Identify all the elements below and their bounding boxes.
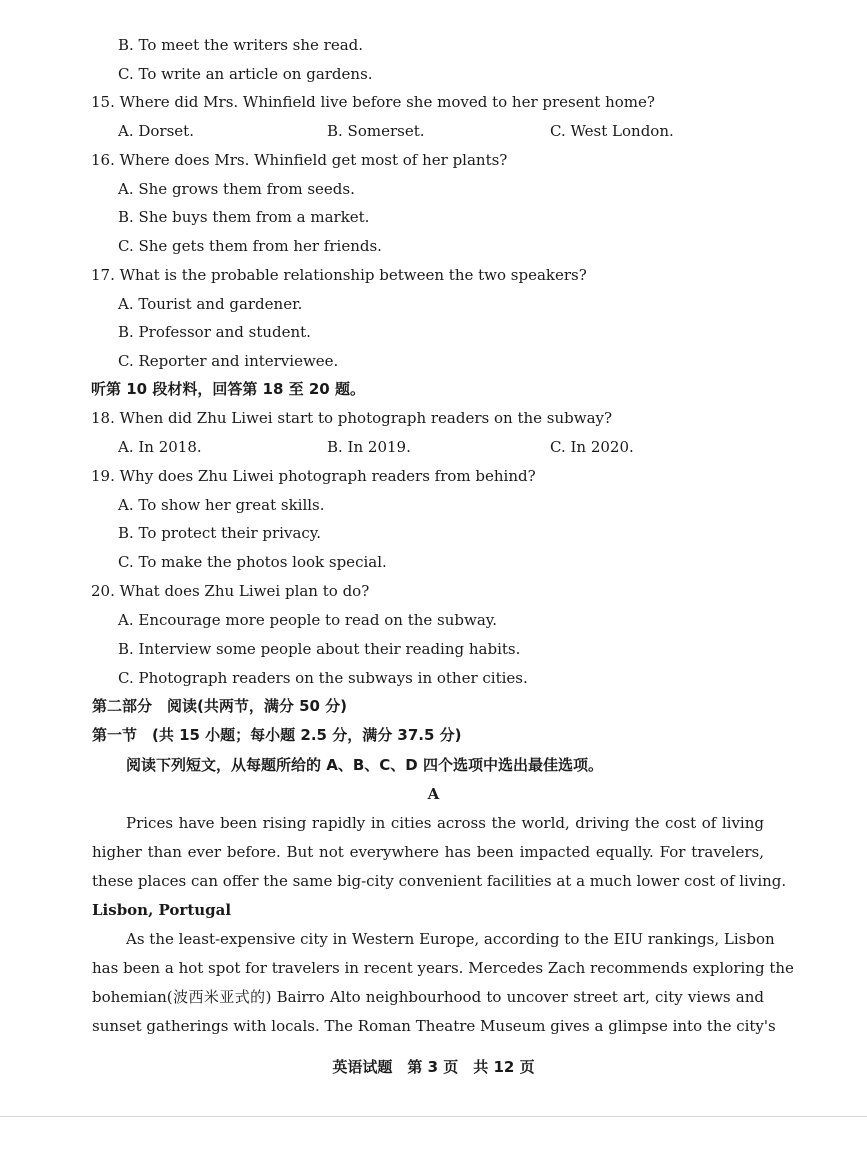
q19-option-a: A. To show her great skills.	[118, 496, 325, 514]
passage-p2-line2: has been a hot spot for travelers in recent years. Mercedes Zach recommends exploring the	[92, 959, 794, 977]
passage-p1-line3: these places can offer the same big-city convenient facilities at a much lower cost of living.	[92, 872, 787, 890]
q18-option-c: C. In 2020.	[550, 438, 634, 456]
q19-option-b: B. To protect their privacy.	[118, 524, 322, 542]
q14-option-b: B. To meet the writers she read.	[118, 36, 364, 54]
q16-option-b: B. She buys them from a market.	[118, 208, 370, 226]
page-footer: 英语试题 第 3 页 共 12 页	[332, 1058, 535, 1076]
q19-stem: 19. Why does Zhu Liwei photograph readers from behind?	[91, 467, 536, 485]
passage-p1-line1: Prices have been rising rapidly in cities across the world, driving the cost of living	[126, 814, 764, 832]
passage-label: A	[427, 785, 440, 803]
q19-option-c: C. To make the photos look special.	[118, 553, 387, 571]
q16-option-c: C. She gets them from her friends.	[118, 237, 382, 255]
q15-option-a: A. Dorset.	[118, 122, 194, 140]
footer-divider	[0, 1116, 867, 1117]
section10-instruction: 听第 10 段材料，回答第 18 至 20 题。	[91, 380, 365, 398]
q17-option-a: A. Tourist and gardener.	[118, 295, 303, 313]
q20-option-b: B. Interview some people about their reading habits.	[118, 640, 521, 658]
passage-p1-line2: higher than ever before. But not everywhere has been impacted equally. For travelers,	[92, 843, 764, 861]
passage-p2-line3: bohemian(波西米亚式的) Bairro Alto neighbourhood to uncover street art, city views and	[92, 988, 764, 1006]
q17-option-c: C. Reporter and interviewee.	[118, 352, 339, 370]
q15-option-b: B. Somerset.	[327, 122, 425, 140]
part2-heading: 第二部分 阅读(共两节，满分 50 分)	[92, 697, 348, 715]
q18-option-b: B. In 2019.	[327, 438, 411, 456]
q15-stem: 15. Where did Mrs. Whinfield live before she moved to her present home?	[91, 93, 655, 111]
reading-instruction: 阅读下列短文，从每题所给的 A、B、C、D 四个选项中选出最佳选项。	[126, 756, 603, 774]
q15-option-c: C. West London.	[550, 122, 674, 140]
q20-stem: 20. What does Zhu Liwei plan to do?	[91, 582, 370, 600]
q14-option-c: C. To write an article on gardens.	[118, 65, 373, 83]
passage-subheading: Lisbon, Portugal	[92, 901, 232, 919]
q18-option-a: A. In 2018.	[118, 438, 202, 456]
q18-stem: 18. When did Zhu Liwei start to photograph readers on the subway?	[91, 409, 613, 427]
section1-heading: 第一节 (共 15 小题；每小题 2.5 分，满分 37.5 分)	[92, 726, 462, 744]
passage-p2-line1: As the least-expensive city in Western Europe, according to the EIU rankings, Lisbon	[126, 930, 775, 948]
q16-option-a: A. She grows them from seeds.	[118, 180, 355, 198]
passage-p2-line4: sunset gatherings with locals. The Roman Theatre Museum gives a glimpse into the city's	[92, 1017, 776, 1035]
q17-stem: 17. What is the probable relationship between the two speakers?	[91, 266, 587, 284]
q17-option-b: B. Professor and student.	[118, 323, 311, 341]
q20-option-c: C. Photograph readers on the subways in other cities.	[118, 669, 528, 687]
q20-option-a: A. Encourage more people to read on the subway.	[118, 611, 498, 629]
q16-stem: 16. Where does Mrs. Whinfield get most of her plants?	[91, 151, 508, 169]
